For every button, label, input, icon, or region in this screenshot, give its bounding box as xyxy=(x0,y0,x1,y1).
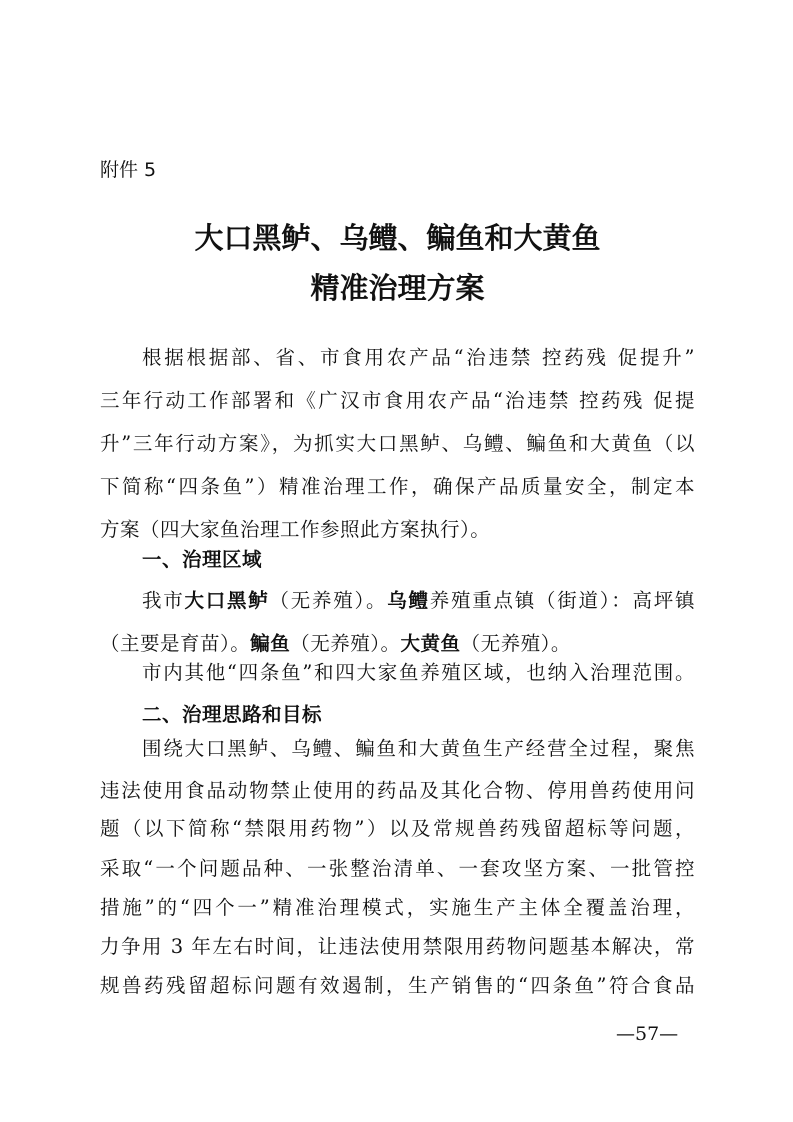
intro-line-2: 三年行动工作部署和《广汉市食用农产品“治违禁 控药残 促提 xyxy=(100,389,695,412)
text-span: （无养殖）。 xyxy=(460,632,571,655)
section2-line-4: 采取“一个问题品种、一张整治清单、一套攻坚方案、一批管控 xyxy=(100,857,695,880)
text-span: 养殖重点镇（街道）：高坪镇 xyxy=(429,589,695,612)
document-title-line-1: 大口黑鲈、乌鳢、鳊鱼和大黄鱼 xyxy=(194,221,601,255)
fish-name-yellow-croaker: 大黄鱼 xyxy=(400,632,461,655)
fish-name-snakehead: 乌鳢 xyxy=(387,589,430,612)
section2-line-5: 措施”的“四个一”精准治理模式，实施生产主体全覆盖治理， xyxy=(100,896,695,919)
section-heading-2: 二、治理思路和目标 xyxy=(142,703,323,726)
document-title-line-2: 精准治理方案 xyxy=(310,271,485,305)
section2-line-2: 违法使用食品动物禁止使用的药品及其化合物、停用兽药使用问 xyxy=(100,779,695,802)
attachment-label: 附件 5 xyxy=(100,159,157,181)
page-number: —57— xyxy=(616,1023,679,1045)
section1-paragraph-2: 市内其他“四条鱼”和四大家鱼养殖区域，也纳入治理范围。 xyxy=(142,661,695,684)
intro-line-1: 根据根据部、省、市食用农产品“治违禁 控药残 促提升” xyxy=(142,346,695,369)
section1-paragraph-line-1 xyxy=(100,588,695,614)
section2-line-6: 力争用 3 年左右时间，让违法使用禁限用药物问题基本解决，常 xyxy=(100,935,695,958)
section2-line-1: 围绕大口黑鲈、乌鳢、鳊鱼和大黄鱼生产经营全过程，聚焦 xyxy=(142,737,695,760)
intro-line-4: 下简称“四条鱼”）精准治理工作，确保产品质量安全，制定本 xyxy=(100,475,695,498)
text-span: 我市 xyxy=(142,589,185,612)
text-span: （无养殖）。 xyxy=(290,632,401,655)
fish-name-bream: 鳊鱼 xyxy=(250,632,291,655)
intro-line-3: 升”三年行动方案》，为抓实大口黑鲈、乌鳢、鳊鱼和大黄鱼（以 xyxy=(100,432,695,455)
section2-line-7: 规兽药残留超标问题有效遏制，生产销售的“四条鱼”符合食品 xyxy=(100,974,695,997)
section1-paragraph-line-2 xyxy=(100,631,695,657)
text-span: （无养殖）。 xyxy=(269,589,388,612)
section-heading-1: 一、治理区域 xyxy=(142,548,263,571)
intro-line-5: 方案（四大家鱼治理工作参照此方案执行）。 xyxy=(100,518,491,541)
fish-name-largemouth-bass: 大口黑鲈 xyxy=(184,589,270,612)
section2-line-3: 题（以下简称“禁限用药物”）以及常规兽药残留超标等问题， xyxy=(100,817,695,840)
text-span: （主要是育苗）。 xyxy=(100,632,251,655)
